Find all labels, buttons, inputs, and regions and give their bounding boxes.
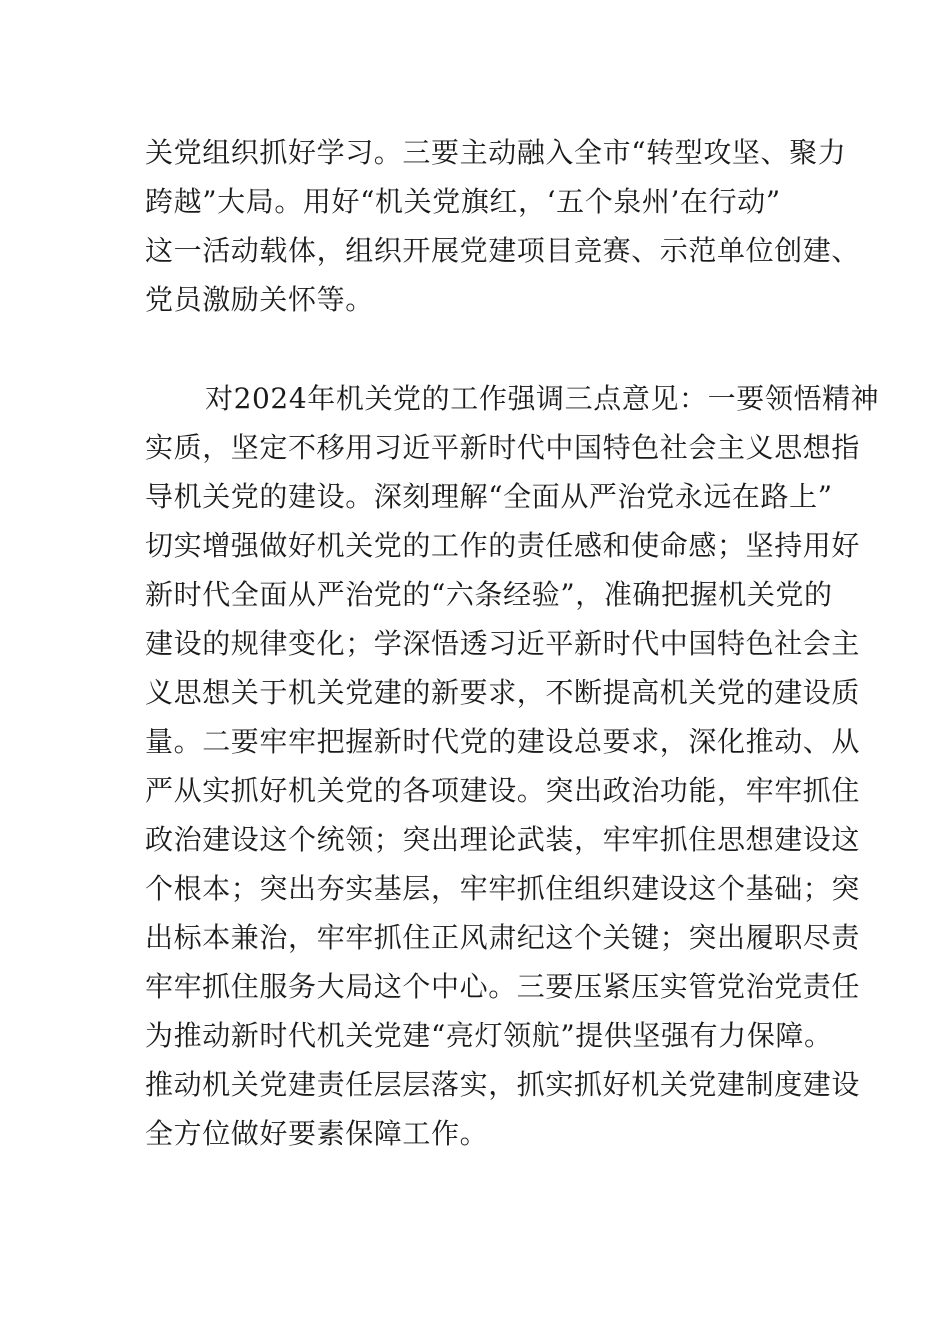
text-line: 关党组织抓好学习。三要主动融入全市“转型攻坚、聚力 [145, 136, 847, 169]
text-line: 量。二要牢牢把握新时代党的建设总要求，深化推动、从 [145, 725, 861, 758]
text-line: 全方位做好要素保障工作。 [145, 1117, 489, 1150]
text-line: 对2024年机关党的工作强调三点意见：一要领悟精神 [205, 382, 880, 415]
text-line: 新时代全面从严治党的“六条经验”，准确把握机关党的 [145, 578, 833, 611]
text-line: 这一活动载体，组织开展党建项目竞赛、示范单位创建、 [145, 234, 861, 267]
text-line: 政治建设这个统领；突出理论武装，牢牢抓住思想建设这 [145, 823, 861, 856]
text-line: 义思想关于机关党建的新要求，不断提高机关党的建设质 [145, 676, 861, 709]
text-line: 为推动新时代机关党建“亮灯领航”提供坚强有力保障。 [145, 1019, 833, 1052]
text-line: 个根本；突出夯实基层，牢牢抓住组织建设这个基础；突 [145, 872, 861, 905]
text-line: 牢牢抓住服务大局这个中心。三要压紧压实管党治党责任 [145, 970, 861, 1003]
text-line: 推动机关党建责任层层落实，抓实抓好机关党建制度建设 [145, 1068, 861, 1101]
text-line: 出标本兼治，牢牢抓住正风肃纪这个关键；突出履职尽责 [145, 921, 861, 954]
text-line: 严从实抓好机关党的各项建设。突出政治功能，牢牢抓住 [145, 774, 861, 807]
text-line: 跨越”大局。用好“机关党旗红，‘五个泉州’在行动” [145, 185, 781, 218]
text-line: 党员激励关怀等。 [145, 283, 374, 316]
text-line: 建设的规律变化；学深悟透习近平新时代中国特色社会主 [145, 627, 861, 660]
text-line: 切实增强做好机关党的工作的责任感和使命感；坚持用好 [145, 529, 861, 562]
text-line: 导机关党的建设。深刻理解“全面从严治党永远在路上” [145, 480, 833, 513]
text-line: 实质，坚定不移用习近平新时代中国特色社会主义思想指 [145, 431, 861, 464]
